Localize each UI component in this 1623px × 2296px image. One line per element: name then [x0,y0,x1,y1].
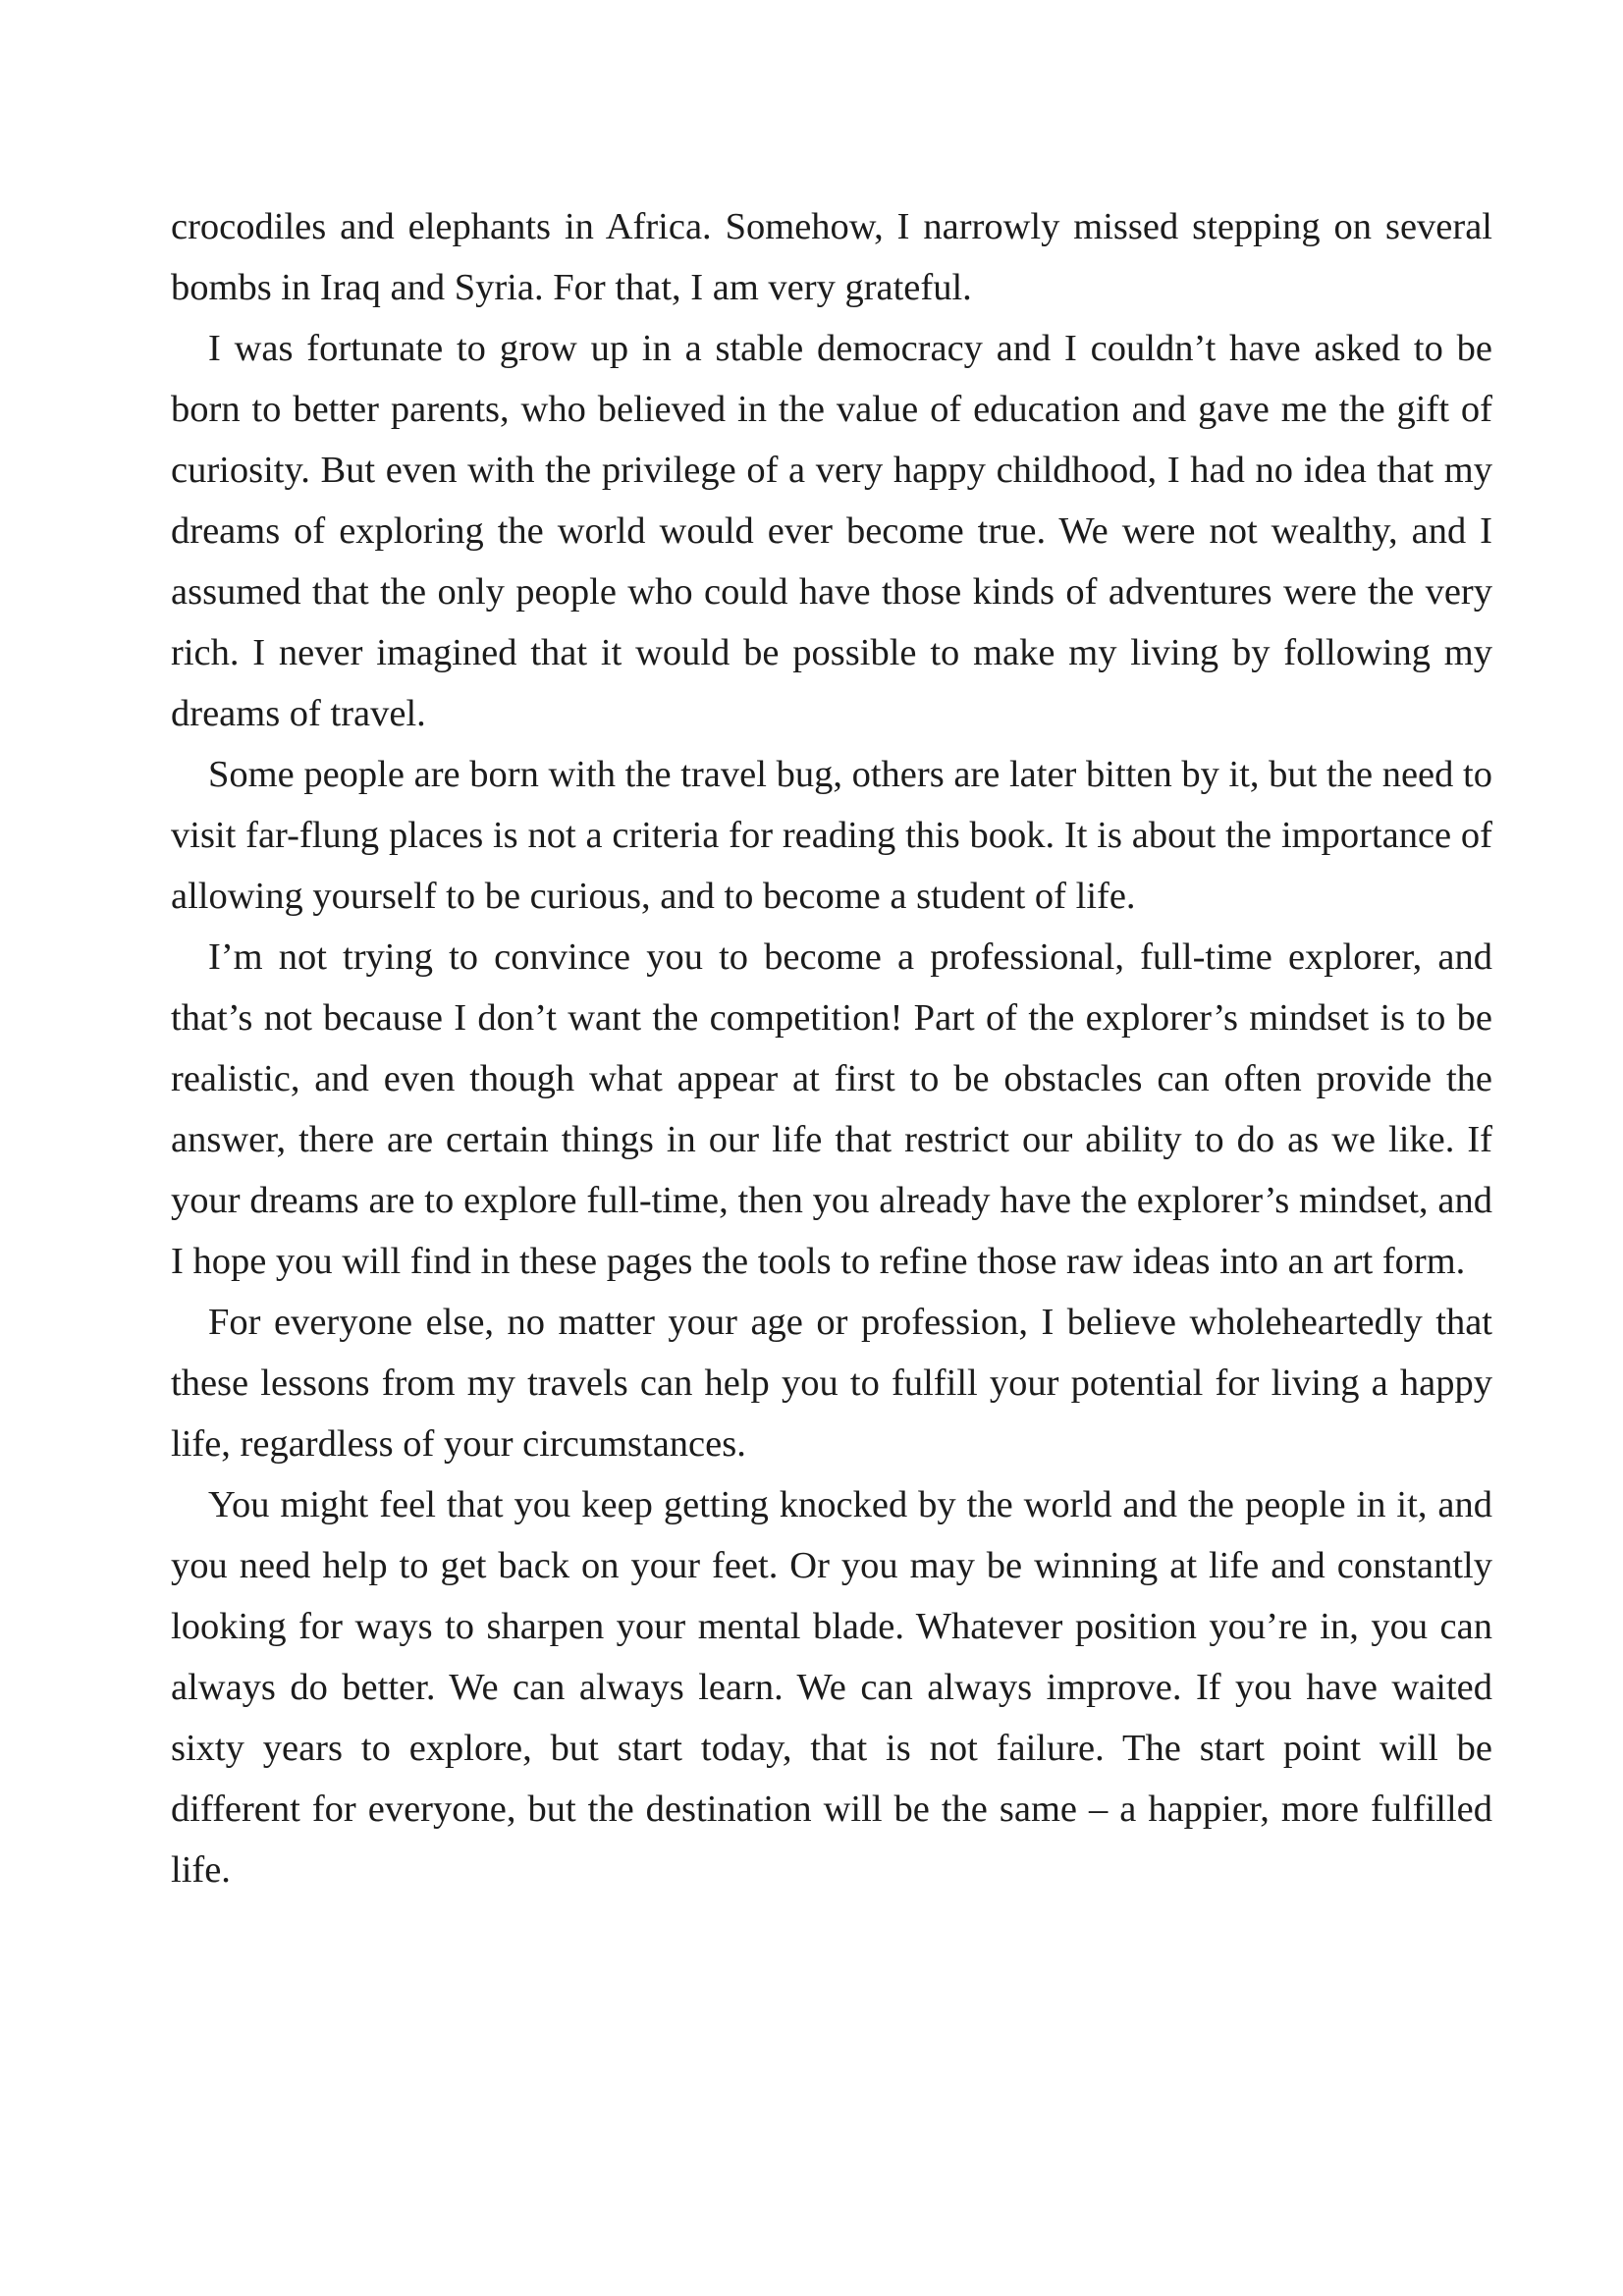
paragraph: I’m not trying to convince you to become a professional, full-time explorer, and that’s not because I don’t want the competition! Part of the explorer’s mindset is to be realistic, and even though what appear at first to be obstacles can often provide the answer, there are certain things in our life that restrict our ability to do as we like. If your dreams are to explore full-time, then you already have the explorer’s mindset, and I hope you will find in these pages the tools to refine those raw ideas into an art form. [171,936,1492,1282]
paragraph: You might feel that you keep getting knocked by the world and the people in it, and you need help to get back on your feet. Or you may be winning at life and constantly looking for ways to sharpen your mental blade. Whatever position you’re in, you can always do better. We can always learn. We can always improve. If you have waited sixty years to explore, but start today, that is not failure. The start point will be different for everyone, but the destination will be the same – a happier, more fulfilled life. [171,1484,1492,1891]
paragraph: I was fortunate to grow up in a stable democracy and I couldn’t have asked to be born to better parents, who believed in the value of education and gave me the gift of curiosity. But even with the privilege of a very happy childhood, I had no idea that my dreams of exploring the world would ever become true. We were not wealthy, and I assumed that the only people who could have those kinds of adventures were the very rich. I never imagined that it would be possible to make my living by following my dreams of travel. [171,328,1492,734]
paragraph: For everyone else, no matter your age or profession, I believe wholeheartedly that these lessons from my travels can help you to fulfill your potential for living a happy life, regardless of your circumstances. [171,1302,1492,1465]
paragraph: Some people are born with the travel bug, others are later bitten by it, but the need to visit far-flung places is not a criteria for reading this book. It is about the importance of allowing yourself to be curious, and to become a student of life. [171,754,1492,917]
paragraph-continued: crocodiles and elephants in Africa. Somehow, I narrowly missed stepping on several bombs in Iraq and Syria. For that, I am very grateful. [171,206,1492,308]
body-text [171,196,1492,1900]
